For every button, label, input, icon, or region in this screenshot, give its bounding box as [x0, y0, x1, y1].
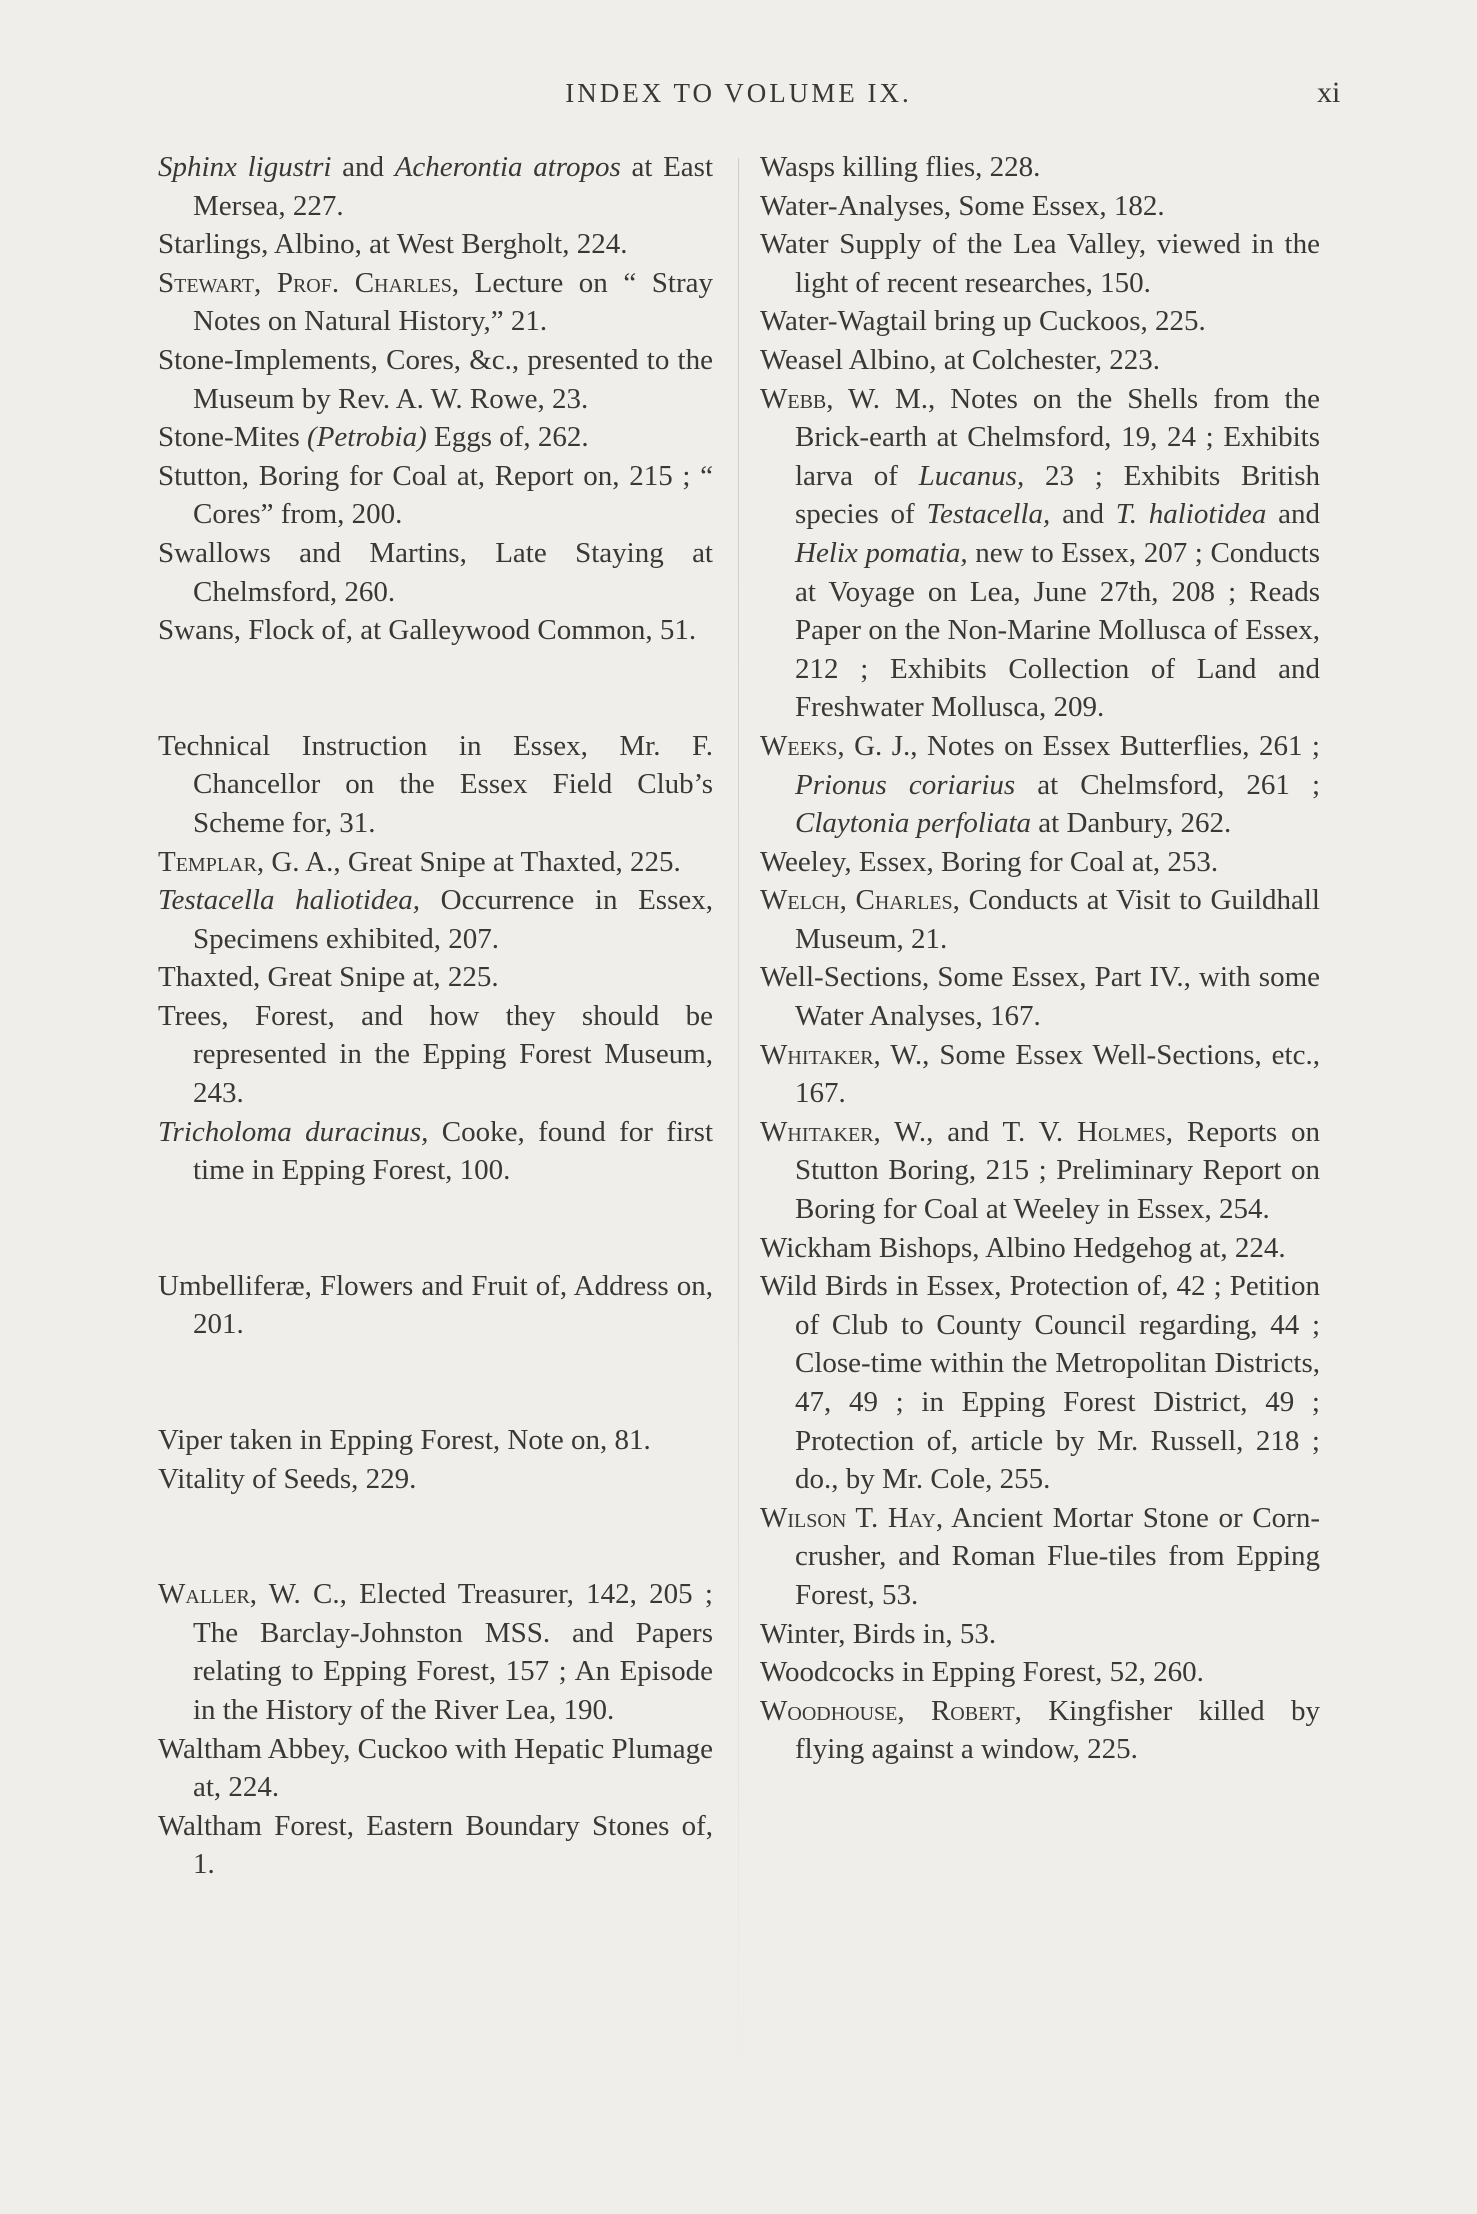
index-entry: Umbelliferæ, Flowers and Fruit of, Address on, 201. [158, 1269, 713, 1341]
index-entry: Testacella haliotidea, Occurrence in Essex, Specimens exhibited, 207. [158, 884, 713, 955]
index-entry: Swans, Flock of, at Galleywood Common, 51. [158, 614, 697, 647]
running-header: INDEX TO VOLUME IX. [565, 78, 912, 108]
index-entry: Whitaker, W., and T. V. Holmes, Reports on Stutton Boring, 215 ; Preliminary Report on Boring for Coal at Weeley in Essex, 254. [760, 1115, 1320, 1226]
left-column [158, 148, 713, 1884]
index-entry: Waltham Forest, Eastern Boundary Stones of, 1. [158, 1809, 713, 1881]
column-divider [738, 158, 739, 2108]
index-entry: Water-Wagtail bring up Cuckoos, 225. [760, 305, 1206, 338]
page-number: xi [1317, 76, 1341, 109]
index-entry: Woodcocks in Epping Forest, 52, 260. [760, 1656, 1204, 1689]
index-entry: Water Supply of the Lea Valley, viewed in the light of recent researches, 150. [760, 228, 1320, 299]
index-entry: Whitaker, W., Some Essex Well-Sections, etc., 167. [760, 1038, 1320, 1110]
index-entry: Water-Analyses, Some Essex, 182. [760, 189, 1165, 222]
index-entry: Waltham Abbey, Cuckoo with Hepatic Plumage at, 224. [158, 1732, 713, 1804]
index-entry: Stone-Mites (Petrobia) Eggs of, 262. [158, 421, 589, 454]
index-entry: Trees, Forest, and how they should be represented in the Epping Forest Museum, 243. [158, 999, 713, 1110]
right-column [760, 148, 1320, 1769]
index-entry: Viper taken in Epping Forest, Note on, 81. [158, 1424, 651, 1457]
index-entry: Tricholoma duracinus, Cooke, found for first time in Epping Forest, 100. [158, 1115, 714, 1187]
index-entry: Weeks, G. J., Notes on Essex Butterflies, 261 ; Prionus coriarius at Chelmsford, 261 ; Claytonia perfoliata at Danbury, 262. [760, 729, 1320, 840]
index-entry: Woodhouse, Robert, Kingfisher killed by flying against a window, 225. [760, 1694, 1320, 1766]
index-entry: Wickham Bishops, Albino Hedgehog at, 224. [760, 1231, 1286, 1264]
index-entry: Well-Sections, Some Essex, Part IV., with some Water Analyses, 167. [760, 961, 1320, 1033]
index-entry: Technical Instruction in Essex, Mr. F. Chancellor on the Essex Field Club’s Scheme for, 31. [158, 729, 713, 839]
index-entry: Weasel Albino, at Colchester, 223. [760, 343, 1160, 376]
section-gap [158, 1190, 713, 1267]
index-entry: Wild Birds in Essex, Protection of, 42 ; Petition of Club to County Council regarding, 44 ; Close-time within the Metropolitan Districts, 47, 49 ; in Epping Forest District, 49 ; Protection of, article by Mr. Russell, 218 ; do., by Mr. Cole, 255. [760, 1270, 1320, 1496]
index-entry: Thaxted, Great Snipe at, 225. [158, 961, 499, 994]
index-entry: Stone-Implements, Cores, &c., presented to the Museum by Rev. A. W. Rowe, 23. [158, 343, 713, 415]
index-entry: Wilson T. Hay, Ancient Mortar Stone or Corn-crusher, and Roman Flue-tiles from Epping Forest, 53. [760, 1501, 1320, 1611]
section-gap [158, 650, 713, 727]
index-entry: Swallows and Martins, Late Staying at Chelmsford, 260. [158, 536, 713, 608]
index-entry: Templar, G. A., Great Snipe at Thaxted, 225. [158, 845, 681, 878]
index-entry: Starlings, Albino, at West Bergholt, 224. [158, 228, 628, 261]
section-gap [158, 1344, 713, 1421]
index-entry: Vitality of Seeds, 229. [158, 1462, 417, 1495]
index-entry: Stutton, Boring for Coal at, Report on, 215 ; “ Cores” from, 200. [158, 459, 713, 531]
index-entry: Webb, W. M., Notes on the Shells from the Brick-earth at Chelmsford, 19, 24 ; Exhibits larva of Lucanus, 23 ; Exhibits British species of Testacella, and T. haliotidea and Helix pomatia, new to Essex, 207 ; Conducts at Voyage on Lea, June 27th, 208 ; Reads Paper on the Non-Marine Mollusca of Essex, 212 ; Exhibits Collection of Land and Freshwater Mollusca, 209. [760, 382, 1321, 724]
index-entry: Sphinx ligustri and Acherontia atropos at East Mersea, 227. [158, 151, 714, 222]
index-entry: Wasps killing flies, 228. [760, 151, 1041, 183]
index-entry: Waller, W. C., Elected Treasurer, 142, 205 ; The Barclay-Johnston MSS. and Papers relating to Epping Forest, 157 ; An Episode in the History of the River Lea, 190. [158, 1578, 713, 1726]
section-gap [158, 1498, 713, 1575]
index-entry: Weeley, Essex, Boring for Coal at, 253. [760, 845, 1219, 878]
index-entry: Welch, Charles, Conducts at Visit to Guildhall Museum, 21. [760, 884, 1320, 955]
index-entry: Winter, Birds in, 53. [760, 1617, 997, 1650]
index-entry: Stewart, Prof. Charles, Lecture on “ Stray Notes on Natural History,” 21. [158, 266, 713, 338]
